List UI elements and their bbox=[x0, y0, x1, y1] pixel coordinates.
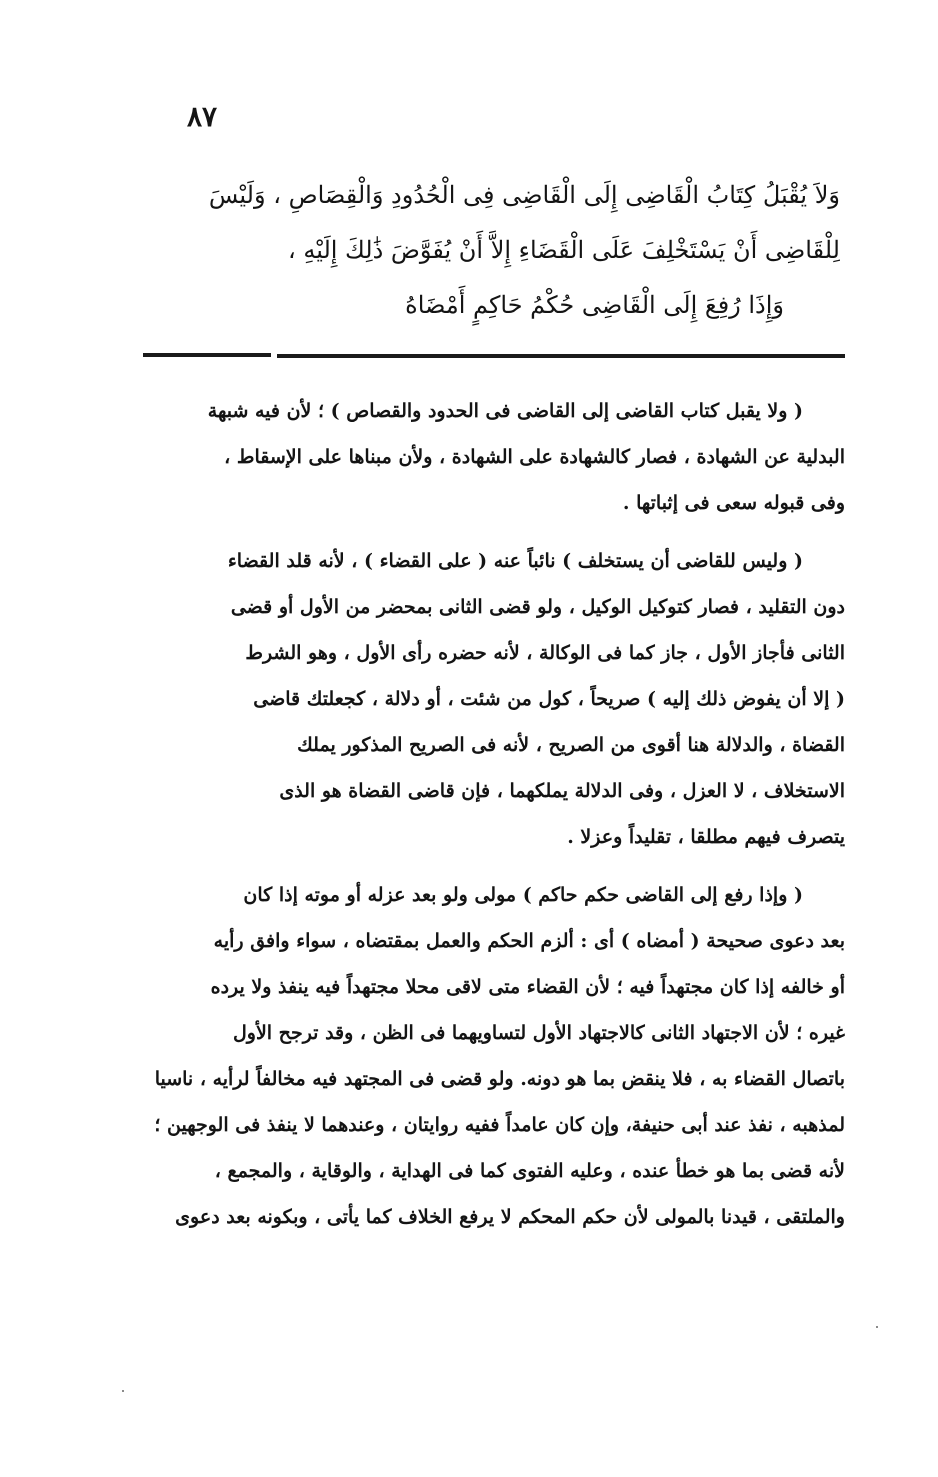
commentary-line: يتصرف فيهم مطلقا ، تقليداً وعزلا . bbox=[567, 826, 845, 848]
commentary-line: الثانى فأجاز الأول ، جاز كما فى الوكالة ، لأنه حضره رأى الأول ، وهو الشرط bbox=[245, 642, 845, 664]
commentary-line: دون التقليد ، فصار كتوكيل الوكيل ، ولو قضى الثانى بمحضر من الأول أو قضى bbox=[230, 596, 845, 618]
commentary-line: غيره ؛ لأن الاجتهاد الثانى كالاجتهاد الأول لتساويهما فى الظن ، وقد ترجح الأول bbox=[232, 1022, 845, 1044]
main-text-line: لِلْقَاضِى أَنْ يَسْتَخْلِفَ عَلَى الْقَضَاءِ إِلاَّ أَنْ يُفَوَّضَ ذَٰلِكَ إِلَيْهِ ، bbox=[287, 236, 840, 264]
divider-rule-short bbox=[143, 353, 271, 357]
commentary-line: أو خالفه إذا كان مجتهداً فيه ؛ لأن القضاء متى لاقى محلا مجتهداً فيه ينفذ ولا يرده bbox=[210, 976, 845, 998]
commentary-line: الاستخلاف ، لا العزل ، وفى الدلالة يملكهما ، فإن قاضى القضاة هو الذى bbox=[279, 780, 845, 802]
commentary-paragraph bbox=[143, 872, 845, 1240]
divider-rule-long bbox=[277, 354, 845, 358]
main-text-line: وَلاَ يُقْبَلُ كِتَابُ الْقَاضِى إِلَى الْقَاضِى فِى الْحُدُودِ وَالْقِصَاصِ ، وَلَيْسَ bbox=[208, 181, 840, 209]
commentary-line: والملتقى ، قيدنا بالمولى لأن حكم المحكم لا يرفع الخلاف كما يأتى ، وبكونه بعد دعوى bbox=[175, 1206, 845, 1228]
commentary-line: وفى قبوله سعى فى إثباتها . bbox=[622, 492, 845, 514]
scan-speck bbox=[876, 1326, 878, 1328]
commentary-line: ( وليس للقاضى أن يستخلف ) نائباً عنه ( على القضاء ) ، لأنه قلد القضاء bbox=[227, 550, 803, 572]
commentary-line: ( إلا أن يفوض ذلك إليه ) صريحاً ، كول من شئت ، أو دلالة ، كجعلتك قاضى bbox=[253, 688, 845, 710]
commentary-line: ( وإذا رفع إلى القاضى حكم حاكم ) مولى ولو بعد عزله أو موته إذا كان bbox=[243, 884, 803, 906]
commentary-line: ( ولا يقبل كتاب القاضى إلى القاضى فى الحدود والقصاص ) ؛ لأن فيه شبهة bbox=[207, 400, 803, 422]
commentary-line: لمذهبه ، نفذ عند أبى حنيفة، وإن كان عامداً ففيه روايتان ، وعندهما لا ينفذ فى الوجهين ؛ bbox=[154, 1114, 845, 1136]
main-text-line: وَإِذَا رُفِعَ إِلَى الْقَاضِى حُكْمُ حَاكِمٍ أَمْضَاهُ bbox=[405, 291, 784, 319]
page-number: ٨٧ bbox=[186, 100, 218, 133]
scan-speck bbox=[122, 1390, 124, 1392]
commentary-paragraph bbox=[143, 538, 845, 860]
main-text bbox=[150, 168, 840, 333]
commentary-paragraph bbox=[143, 388, 845, 526]
commentary-line: البدلية عن الشهادة ، فصار كالشهادة على الشهادة ، ولأن مبناها على الإسقاط ، bbox=[224, 446, 845, 468]
commentary-line: لأنه قضى بما هو خطأ عنده ، وعليه الفتوى كما فى الهداية ، والوقاية ، والمجمع ، bbox=[214, 1160, 845, 1182]
commentary-line: باتصال القضاء به ، فلا ينقض بما هو دونه. ولو قضى فى المجتهد فيه مخالفاً لرأيه ، ناسيا bbox=[154, 1068, 845, 1090]
commentary-line: بعد دعوى صحيحة ( أمضاه ) أى : ألزم الحكم والعمل بمقتضاه ، سواء وافق رأيه bbox=[213, 930, 845, 952]
commentary-text bbox=[143, 388, 845, 1252]
commentary-line: القضاة ، والدلالة هنا أقوى من الصريح ، لأنه فى الصريح المذكور يملك bbox=[297, 734, 845, 756]
divider-rule bbox=[143, 353, 845, 358]
